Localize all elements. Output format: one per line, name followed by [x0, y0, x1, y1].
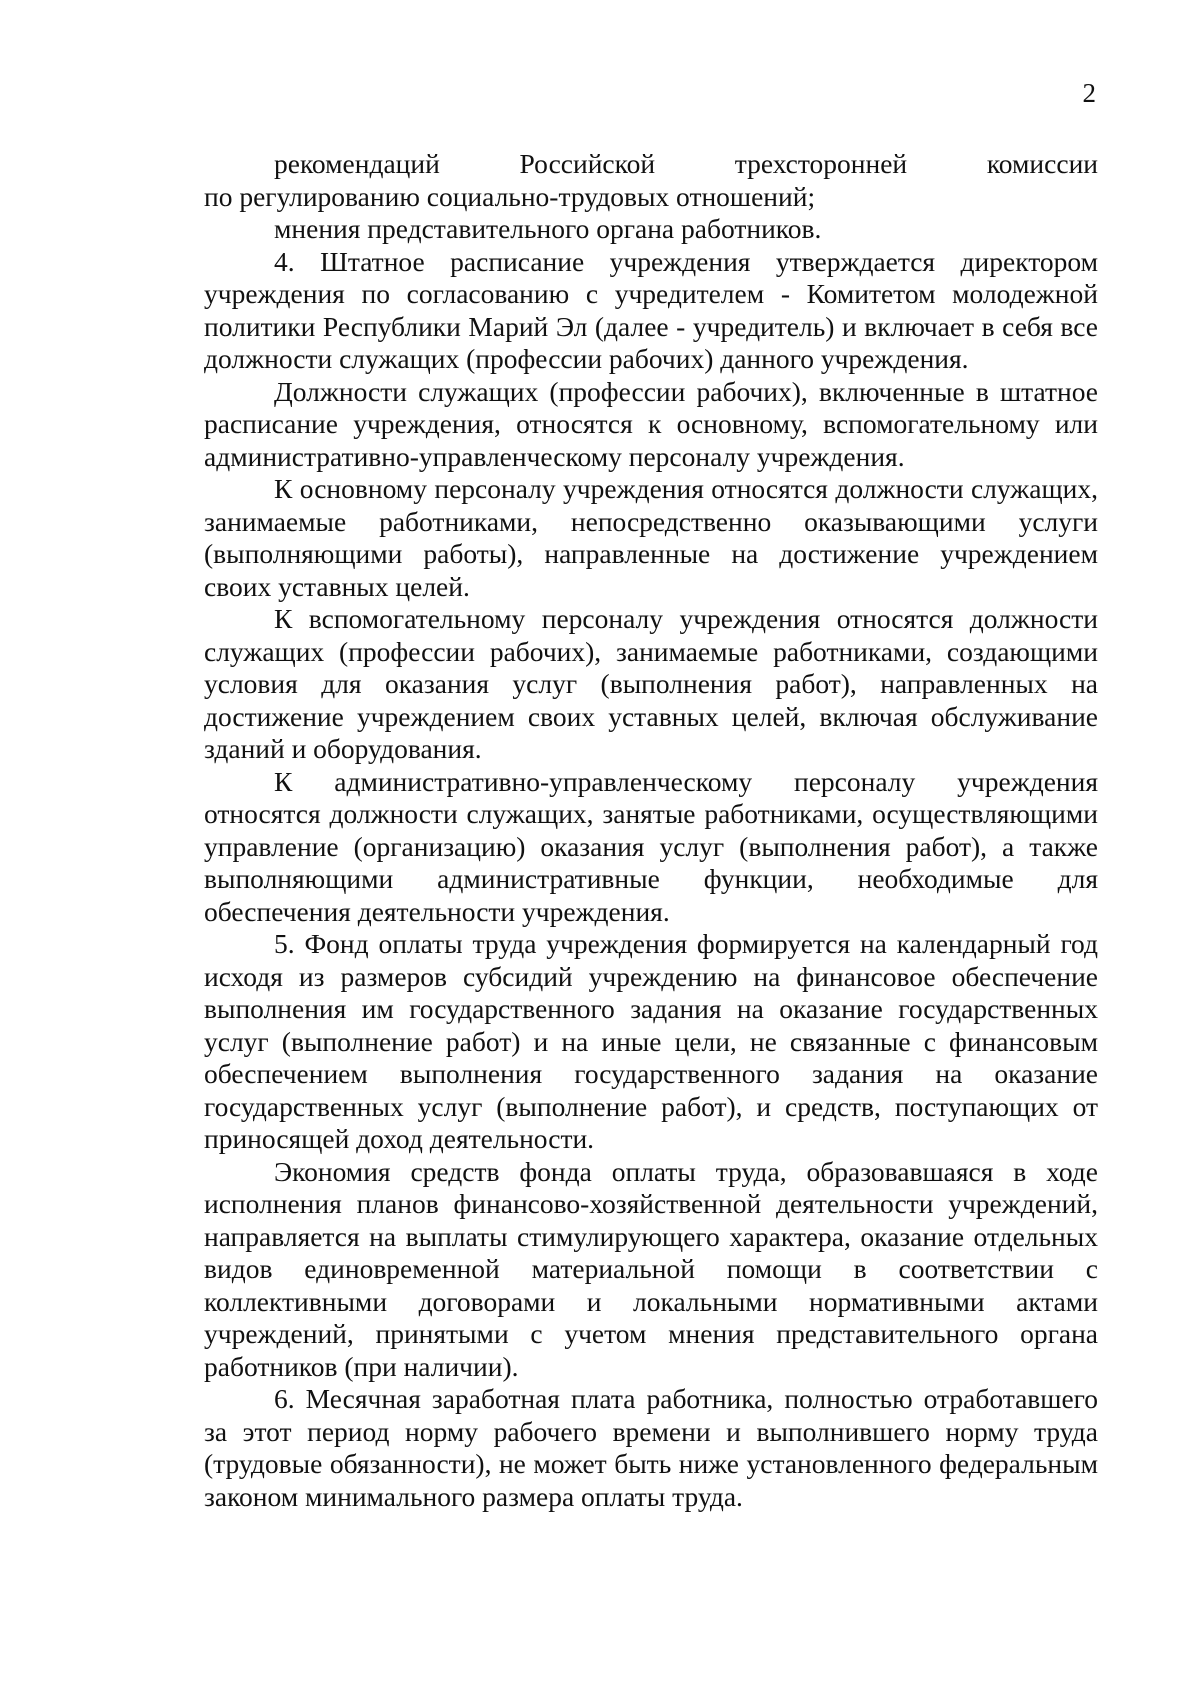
paragraph-opinion: мнения представительного органа работников.: [274, 213, 822, 244]
page-number: 2: [1082, 78, 1096, 108]
paragraph-savings: Экономия средств фонда оплаты труда, образовавшаяся в ходе исполнения планов финансово-хозяйственной деятельности учреждений, направляется на выплаты стимулирующего характера, оказание отдельных видов единовременной материальной помощи в соответствии с коллективными договорами и локальными нормативными актами учреждений, принятыми с учетом мнения представительного органа работников (при наличии).: [204, 1155, 1098, 1382]
paragraph-main-staff: К основному персоналу учреждения относятся должности служащих, занимаемые работниками, непосредственно оказывающими услуги (выполняющими работы), направленные на достижение учреждением своих уставных целей.: [204, 473, 1098, 602]
paragraph-admin-staff: К административно-управленческому персоналу учреждения относятся должности служащих, занятые работниками, осуществляющими управление (организацию) оказания услуг (выполнения работ), а также выполняющими административные функции, необходимые для обеспечения деятельности учреждения.: [204, 765, 1098, 927]
paragraph-item-6: 6. Месячная заработная плата работника, полностью отработавшего за этот период норму рабочего времени и выполнившего норму труда (трудовые обязанности), не может быть ниже установленного федеральным законом минимального размера оплаты труда.: [204, 1383, 1098, 1512]
paragraph-recommendations-rest: по регулированию социально-трудовых отношений;: [204, 180, 816, 212]
paragraph-recommendations-first-line: рекомендаций Российской трехсторонней комиссии: [274, 148, 1098, 179]
document-body: [204, 148, 1098, 1513]
paragraph-item-4: 4. Штатное расписание учреждения утверждается директором учреждения по согласованию с учредителем - Комитетом молодежной политики Республики Марий Эл (далее - учредитель) и включает в себя все должности служащих (профессии рабочих) данного учреждения.: [204, 245, 1098, 374]
paragraph-item-5: 5. Фонд оплаты труда учреждения формируется на календарный год исходя из размеров субсидий учреждению на финансовое обеспечение выполнения им государственного задания на оказание государственных услуг (выполнение работ) и на иные цели, не связанные с финансовым обеспечением выполнения государственного задания на оказание государственных услуг (выполнение работ), и средств, поступающих от приносящей доход деятельности.: [204, 928, 1098, 1154]
paragraph-positions: Должности служащих (профессии рабочих), включенные в штатное расписание учреждения, относятся к основному, вспомогательному или административно-управленческому персоналу учреждения.: [204, 375, 1098, 472]
paragraph-aux-staff: К вспомогательному персоналу учреждения относятся должности служащих (профессии рабочих), занимаемые работниками, создающими условия для оказания услуг (выполнения работ), направленных на достижение учреждением своих уставных целей, включая обслуживание зданий и оборудования.: [204, 603, 1098, 764]
